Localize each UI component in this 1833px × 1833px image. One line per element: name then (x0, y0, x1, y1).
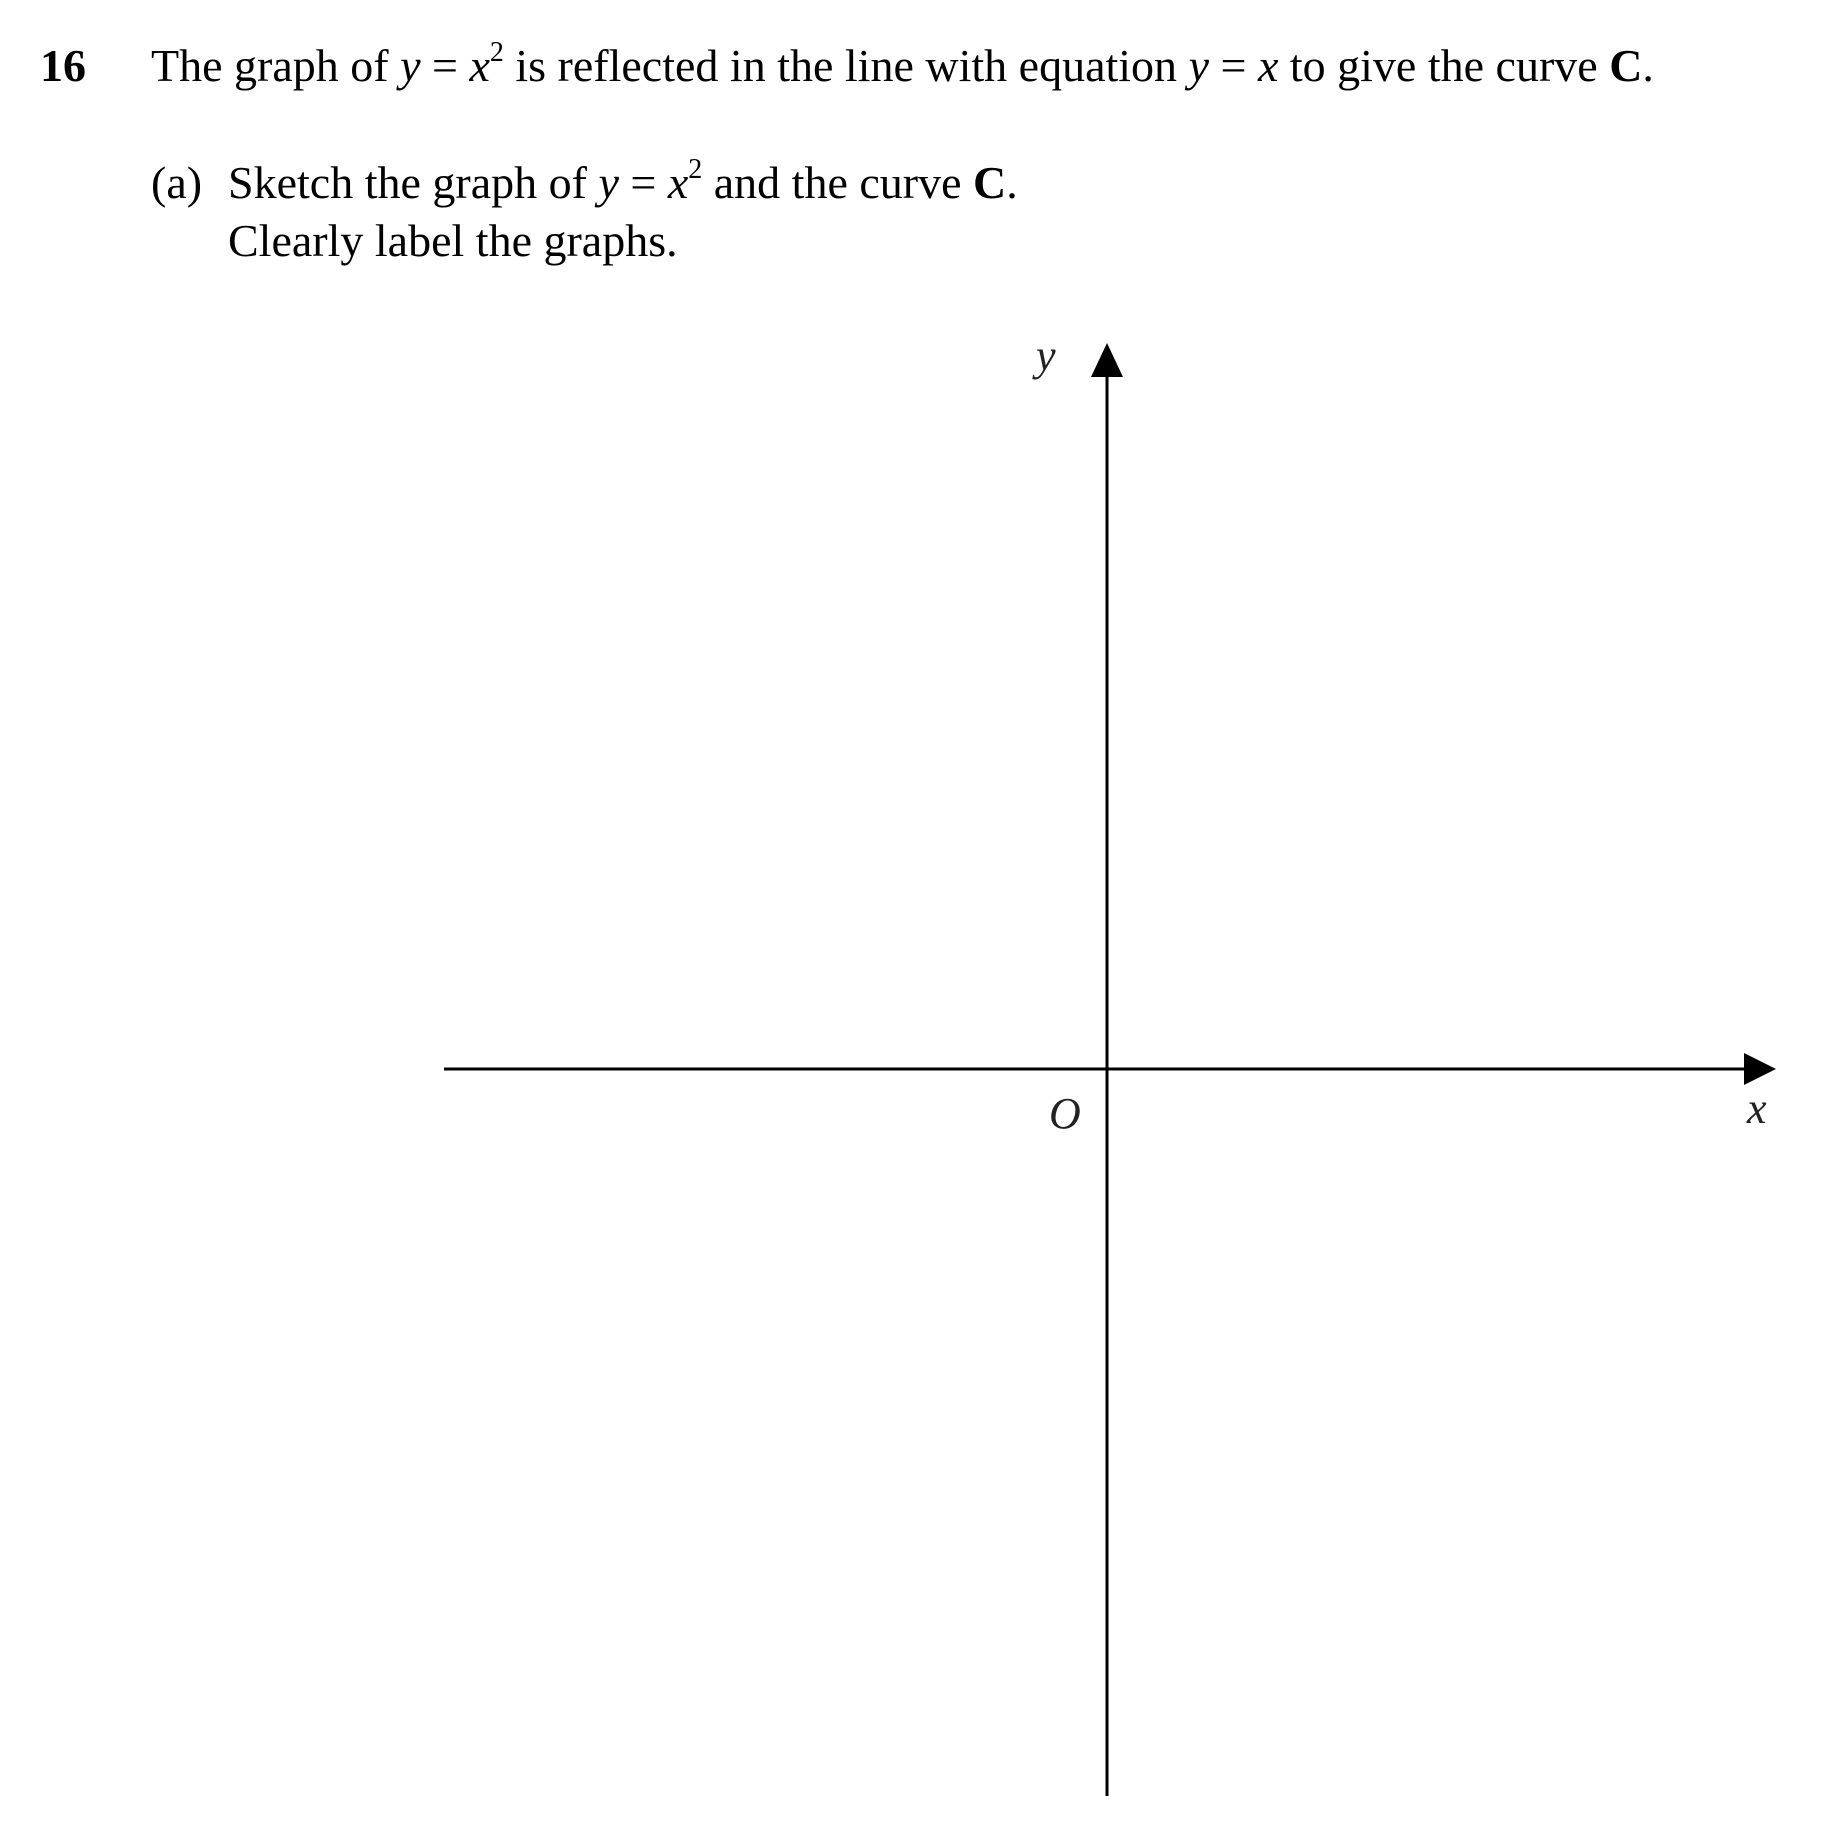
stem-text-2: = (420, 40, 470, 91)
part-a-label: (a) (151, 157, 203, 208)
stem-var-x1: x (469, 40, 490, 91)
stem-text-1: The graph of (151, 40, 401, 91)
stem-text-4: = (1208, 40, 1258, 91)
stem-text-3: is reflected in the line with equation (503, 40, 1189, 91)
part-a-curve-label: C (973, 157, 1007, 208)
stem-text-5: to give the curve (1278, 40, 1610, 91)
part-a-text-3: and the curve (702, 157, 974, 208)
stem-var-y1: y (400, 40, 421, 91)
part-a-text-4: . (1006, 157, 1018, 208)
y-axis-label: y (1036, 331, 1056, 380)
part-a-instruction-line2: Clearly label the graphs. (228, 215, 678, 266)
part-a-text-2: = (618, 157, 668, 208)
question-number: 16 (40, 40, 86, 91)
part-a-text-1: Sketch the graph of (228, 157, 599, 208)
stem-curve-label: C (1609, 40, 1643, 91)
origin-label: O (1049, 1089, 1081, 1138)
stem-text-6: . (1642, 40, 1654, 91)
stem-exponent: 2 (489, 36, 504, 68)
stem-var-x2: x (1257, 40, 1279, 91)
part-a-var-y: y (598, 157, 619, 208)
stem-var-y2: y (1188, 40, 1209, 91)
x-axis-label: x (1747, 1084, 1767, 1133)
part-a-exponent: 2 (688, 153, 703, 185)
part-a-var-x: x (667, 157, 689, 208)
y-axis-arrowhead (1091, 343, 1123, 377)
x-axis-arrowhead (1744, 1053, 1776, 1085)
